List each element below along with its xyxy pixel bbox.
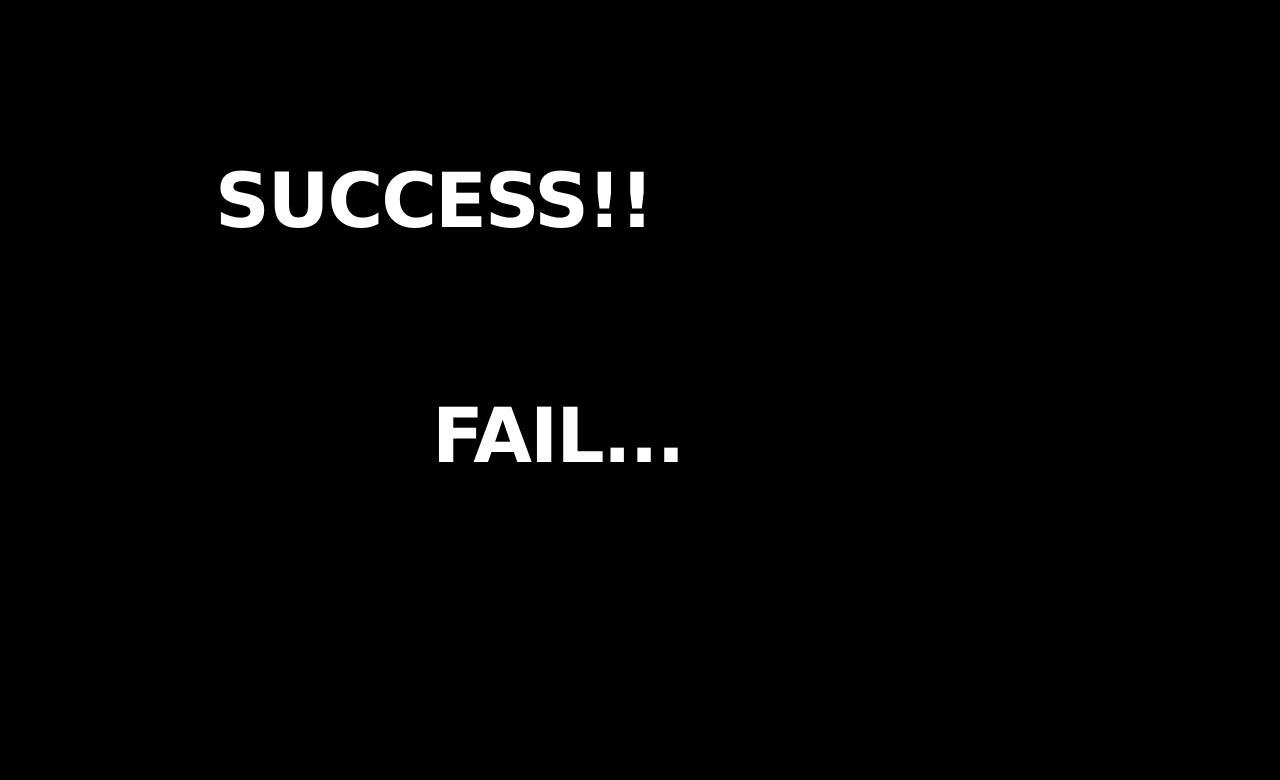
fail-message: FAIL... xyxy=(432,391,684,480)
success-message: SUCCESS!! xyxy=(215,156,653,245)
